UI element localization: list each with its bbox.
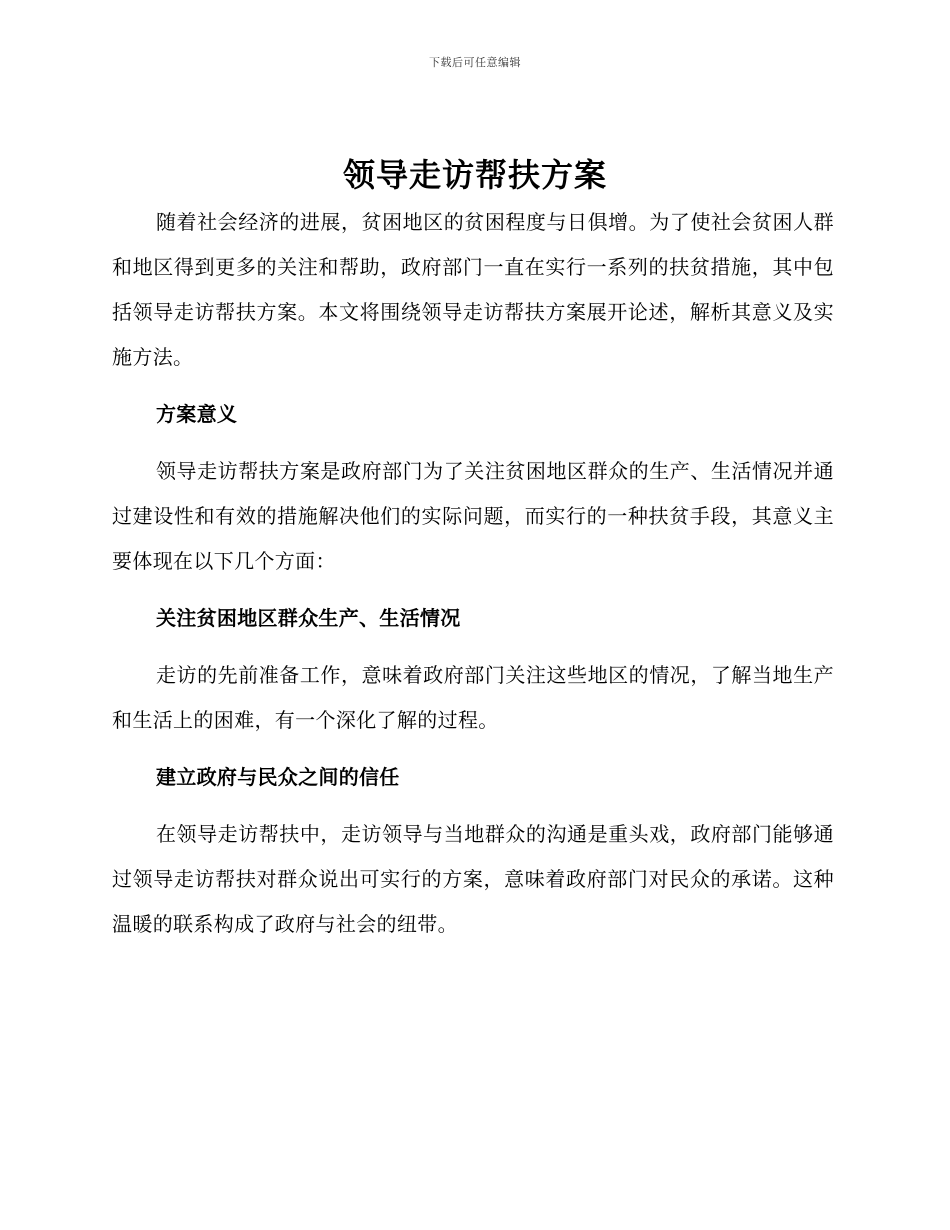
trust-paragraph: 在领导走访帮扶中，走访领导与当地群众的沟通是重头戏，政府部门能够通过领导走访帮扶对群众说出可实行的方案，意味着政府部门对民众的承诺。这种温暖的联系构成了政府与社会的纽带。: [112, 822, 834, 936]
spacer: [112, 800, 834, 812]
living-conditions-paragraph: 走访的先前准备工作，意味着政府部门关注这些地区的情况，了解当地生产和生活上的困难，有一个深化了解的过程。: [112, 663, 834, 732]
spacer: [112, 584, 834, 596]
document-body: [112, 200, 834, 947]
intro-paragraph: 随着社会经济的进展，贫困地区的贫困程度与日俱增。为了使社会贫困人群和地区得到更多的关注和帮助，政府部门一直在实行一系列的扶贫措施，其中包括领导走访帮扶方案。本文将围绕领导走访帮扶方案展开论述，解析其意义及实施方法。: [112, 210, 834, 369]
header-note: 下载后可任意编辑: [429, 56, 521, 69]
spacer: [112, 641, 834, 653]
significance-paragraph: 领导走访帮扶方案是政府部门为了关注贫困地区群众的生产、生活情况并通过建设性和有效的措施解决他们的实际问题，而实行的一种扶贫手段，其意义主要体现在以下几个方面：: [112, 459, 834, 573]
spacer: [112, 743, 834, 755]
spacer: [112, 380, 834, 392]
spacer: [112, 437, 834, 449]
section-heading-significance: 方案意义: [156, 402, 238, 426]
section-heading-living-conditions: 关注贫困地区群众生产、生活情况: [156, 606, 461, 630]
section-heading-trust: 建立政府与民众之间的信任: [156, 765, 400, 789]
document-title: 领导走访帮扶方案: [342, 156, 607, 194]
